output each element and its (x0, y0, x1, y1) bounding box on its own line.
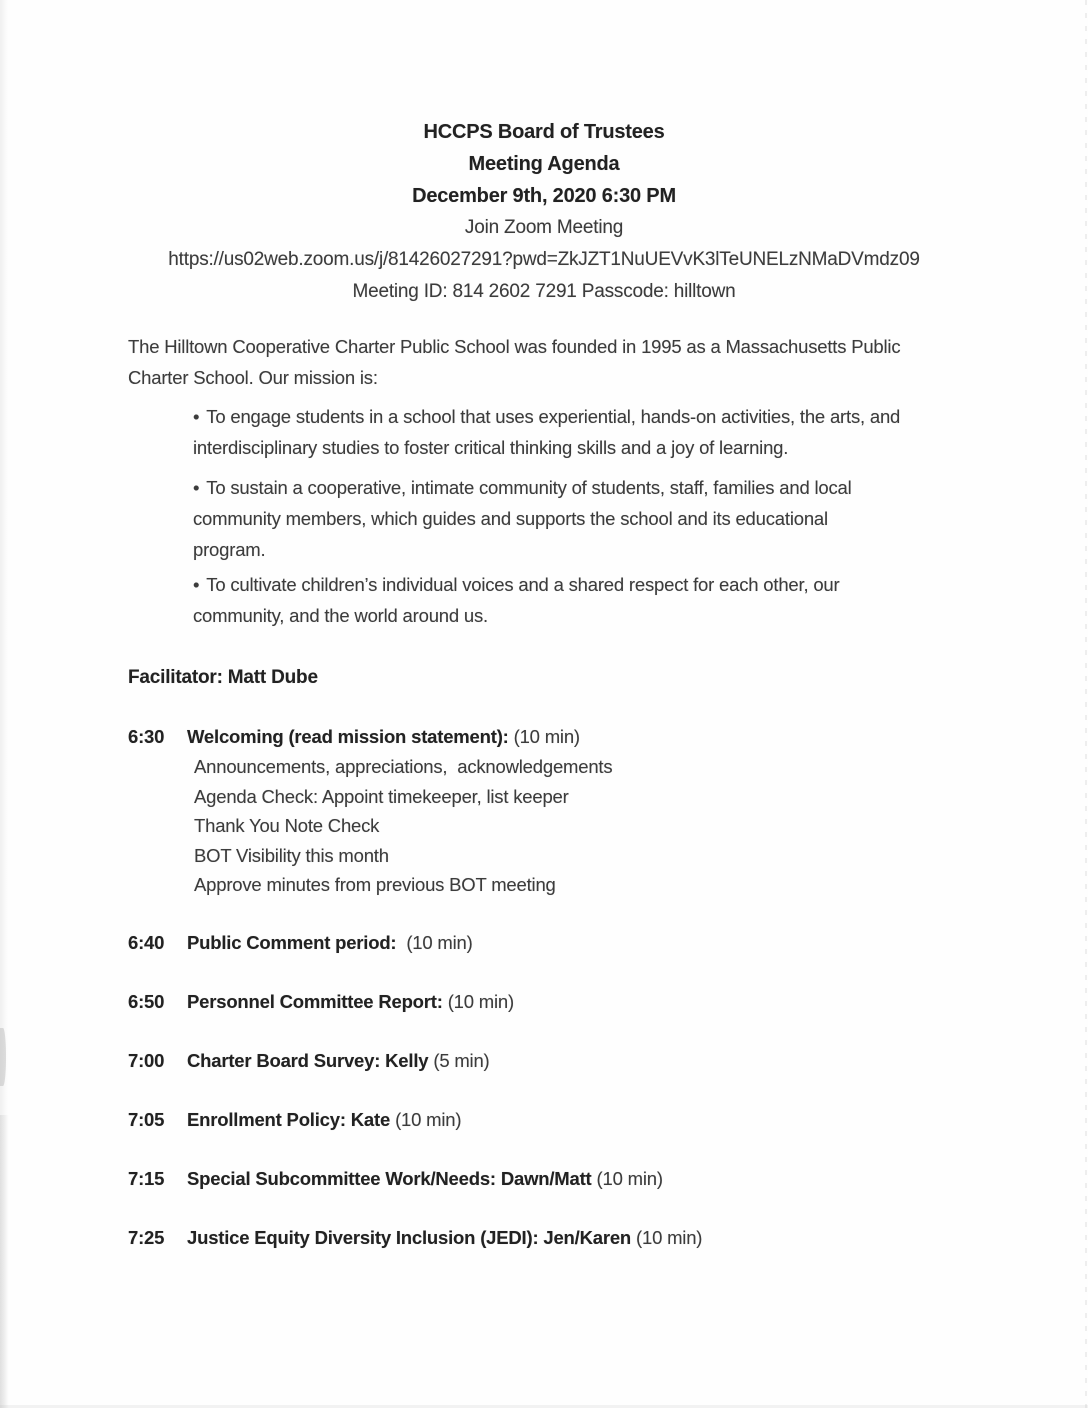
agenda-subitem: BOT Visibility this month (194, 844, 389, 866)
scan-artifact-left-edge-lower (0, 1115, 9, 1408)
agenda-duration: (5 min) (433, 1049, 490, 1071)
agenda-entry (187, 1163, 663, 1194)
bullet-icon: • (193, 574, 200, 595)
agenda-item (128, 927, 1088, 958)
meeting-id-passcode: Meeting ID: 814 2602 7291 Passcode: hilltown (352, 281, 736, 302)
agenda-title: Public Comment period: (187, 931, 397, 953)
bullet-icon: • (193, 406, 200, 427)
agenda-duration: (10 min) (401, 931, 473, 953)
agenda-time: 7:25 (128, 1226, 165, 1248)
document-subtitle: Meeting Agenda (468, 153, 620, 175)
agenda-item (128, 721, 1088, 752)
bullet-text: To cultivate children’s individual voices and a shared respect for each other, our (206, 574, 840, 595)
agenda-item (128, 986, 1088, 1017)
agenda-title: Charter Board Survey: Kelly (187, 1049, 429, 1071)
bullet-line: community, and the world around us. (193, 605, 488, 626)
agenda-entry (187, 986, 514, 1017)
agenda-duration: (10 min) (636, 1226, 703, 1248)
document-header (0, 0, 1088, 308)
agenda-entry (187, 927, 473, 958)
facilitator-label: Facilitator: Matt Dube (128, 667, 318, 688)
bullet-text: To sustain a cooperative, intimate community of students, staff, families and local (206, 477, 852, 498)
bullet-line: community members, which guides and supports the school and its educational (193, 508, 828, 529)
scan-artifact-right-edge (1085, 0, 1087, 1408)
agenda-subitem: Agenda Check: Appoint timekeeper, list keeper (194, 785, 569, 807)
agenda-subitem: Announcements, appreciations, acknowledgements (194, 756, 613, 777)
meeting-datetime: December 9th, 2020 6:30 PM (412, 185, 676, 207)
intro-paragraph (128, 331, 1088, 393)
mission-bullet (128, 569, 1088, 631)
agenda-time: 7:15 (128, 1167, 165, 1189)
bullet-line (193, 401, 1088, 432)
agenda-entry (187, 1222, 702, 1253)
bullet-line (193, 569, 1088, 600)
agenda-time: 6:50 (128, 990, 165, 1012)
agenda-subitem: Approve minutes from previous BOT meeting (194, 874, 556, 895)
agenda-time: 6:30 (128, 726, 165, 747)
mission-bullet (128, 401, 1088, 463)
agenda-title: Welcoming (read mission statement): (187, 726, 509, 747)
agenda-duration: (10 min) (596, 1167, 663, 1189)
bullet-icon: • (193, 477, 200, 498)
agenda-title: Justice Equity Diversity Inclusion (JEDI): Jen/Karen (187, 1226, 632, 1248)
agenda-duration: (10 min) (395, 1108, 462, 1130)
bullet-text: To engage students in a school that uses experiential, hands-on activities, the arts, and (206, 406, 901, 427)
intro-line: Charter School. Our mission is: (128, 367, 378, 388)
agenda-list (128, 721, 1088, 1253)
mission-bullet (128, 472, 1088, 565)
agenda-duration: (10 min) (447, 990, 514, 1012)
document-title: HCCPS Board of Trustees (423, 121, 665, 143)
intro-line: The Hilltown Cooperative Charter Public School was founded in 1995 as a Massachusetts Public (128, 336, 901, 357)
scan-artifact-smudge (0, 1028, 6, 1086)
agenda-title: Personnel Committee Report: (187, 990, 443, 1012)
bullet-line (193, 472, 1088, 503)
agenda-item (128, 1045, 1088, 1076)
agenda-entry (187, 1045, 490, 1076)
agenda-time: 6:40 (128, 931, 165, 953)
agenda-item (128, 1104, 1088, 1135)
agenda-entry (187, 1104, 461, 1135)
agenda-entry (187, 721, 580, 752)
bullet-line: program. (193, 539, 266, 560)
agenda-subitem: Thank You Note Check (194, 815, 380, 836)
bullet-line: interdisciplinary studies to foster critical thinking skills and a joy of learning. (193, 437, 789, 458)
agenda-item (128, 1163, 1088, 1194)
agenda-duration: (10 min) (513, 726, 580, 747)
agenda-time: 7:05 (128, 1108, 165, 1130)
agenda-item (128, 1222, 1088, 1253)
agenda-title: Enrollment Policy: Kate (187, 1108, 391, 1130)
agenda-time: 7:00 (128, 1049, 165, 1071)
agenda-title: Special Subcommittee Work/Needs: Dawn/Matt (187, 1167, 592, 1189)
agenda-subitems (128, 752, 1088, 900)
zoom-meeting-url: https://us02web.zoom.us/j/81426027291?pwd=ZkJZT1NuUEVvK3lTeUNELzNMaDVmdz09 (168, 249, 920, 270)
document-body (0, 331, 1088, 1253)
join-zoom-label: Join Zoom Meeting (464, 217, 624, 238)
